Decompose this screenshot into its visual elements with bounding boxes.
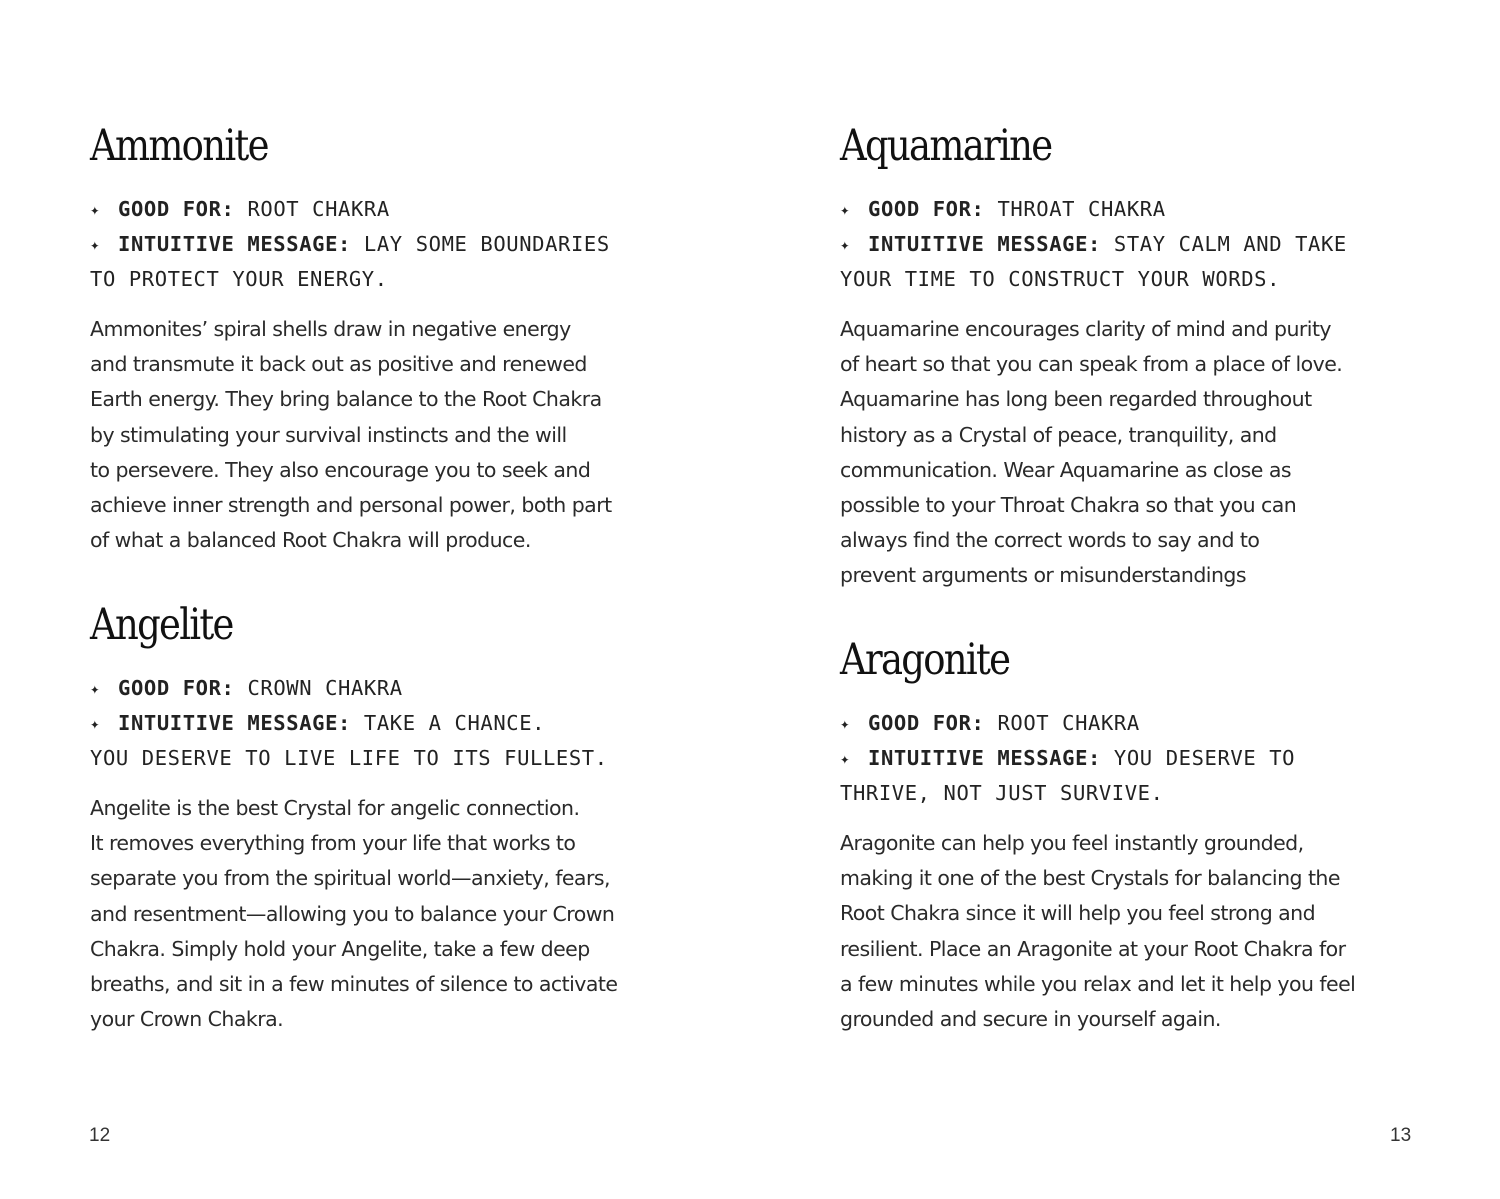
page-number: 12 (89, 1125, 111, 1146)
message-text: LAY SOME BOUNDARIES (363, 232, 610, 256)
good-for-value: THROAT CHAKRA (997, 197, 1166, 221)
description-line: separate you from the spiritual world—anxiety, fears, (90, 866, 610, 891)
description-line: Aquamarine encourages clarity of mind and purity (840, 317, 1332, 341)
sparkle-icon: ✦ (90, 235, 101, 254)
description-line: Aquamarine has long been regarded throughout (840, 387, 1312, 412)
message-text-continued: TO PROTECT YOUR ENERGY. (90, 267, 388, 291)
description-line: always find the correct words to say and to (840, 528, 1260, 553)
description-line: communication. Wear Aquamarine as close as (840, 457, 1291, 482)
entry-title: Aquamarine (840, 121, 1052, 171)
description-line: It removes everything from your life that works to (90, 831, 576, 856)
message-text-continued: YOUR TIME TO CONSTRUCT YOUR WORDS. (840, 267, 1281, 291)
good-for-label: GOOD FOR: (118, 197, 235, 221)
entry-description (840, 312, 1440, 594)
description-line: to persevere. They also encourage you to seek and (90, 457, 591, 482)
message-label: INTUITIVE MESSAGE: (868, 746, 1101, 770)
good-for-label: GOOD FOR: (868, 197, 985, 221)
message-text-continued: YOU DESERVE TO LIVE LIFE TO ITS FULLEST. (90, 746, 608, 770)
entry-title: Ammonite (90, 121, 268, 171)
message-line (840, 227, 1440, 262)
good-for-line (90, 671, 690, 706)
description-line: Root Chakra since it will help you feel strong and (840, 901, 1316, 926)
entry-ammonite (90, 120, 690, 558)
sparkle-icon: ✦ (840, 235, 851, 254)
entry-aquamarine (840, 120, 1440, 594)
description-line: by stimulating your survival instincts and the will (90, 422, 567, 447)
good-for-value: CROWN CHAKRA (247, 676, 403, 700)
sparkle-icon: ✦ (840, 200, 851, 219)
message-line (90, 706, 690, 741)
message-text-continued: THRIVE, NOT JUST SURVIVE. (840, 781, 1164, 805)
entry-description (840, 826, 1440, 1037)
page-number: 13 (1390, 1125, 1412, 1146)
message-text: TAKE A CHANCE. (363, 711, 546, 735)
description-line: of heart so that you can speak from a place of love. (840, 352, 1343, 377)
good-for-line (90, 192, 690, 227)
entry-aragonite (840, 634, 1440, 1037)
message-text: YOU DESERVE TO (1113, 746, 1296, 770)
right-page (750, 0, 1500, 1199)
sparkle-icon: ✦ (90, 200, 101, 219)
entry-title: Aragonite (840, 635, 1010, 685)
message-line (90, 227, 690, 262)
message-label: INTUITIVE MESSAGE: (118, 711, 351, 735)
description-line: and transmute it back out as positive and renewed (90, 352, 587, 377)
sparkle-icon: ✦ (840, 714, 851, 733)
good-for-label: GOOD FOR: (118, 676, 235, 700)
sparkle-icon: ✦ (90, 714, 101, 733)
description-line: Ammonites’ spiral shells draw in negative energy (90, 317, 571, 341)
message-text: STAY CALM AND TAKE (1113, 232, 1347, 256)
good-for-line (840, 706, 1440, 741)
entry-angelite (90, 599, 690, 1037)
good-for-value: ROOT CHAKRA (997, 711, 1140, 735)
description-line: prevent arguments or misunderstandings (840, 563, 1246, 588)
description-line: achieve inner strength and personal power, both part (90, 493, 612, 518)
sparkle-icon: ✦ (840, 749, 851, 768)
description-line: possible to your Throat Chakra so that you can (840, 493, 1297, 518)
entry-meta (90, 671, 690, 776)
description-line: making it one of the best Crystals for balancing the (840, 866, 1340, 891)
good-for-line (840, 192, 1440, 227)
description-line: resilient. Place an Aragonite at your Root Chakra for (840, 936, 1346, 961)
message-line (840, 741, 1440, 776)
description-line: of what a balanced Root Chakra will produce. (90, 528, 531, 553)
description-line: Earth energy. They bring balance to the Root Chakra (90, 387, 602, 412)
message-label: INTUITIVE MESSAGE: (118, 232, 351, 256)
description-line: grounded and secure in yourself again. (840, 1007, 1221, 1032)
description-line: Aragonite can help you feel instantly grounded, (840, 831, 1304, 855)
description-line: breaths, and sit in a few minutes of silence to activate (90, 972, 618, 997)
sparkle-icon: ✦ (90, 679, 101, 698)
entry-description (90, 312, 690, 558)
message-label: INTUITIVE MESSAGE: (868, 232, 1101, 256)
good-for-value: ROOT CHAKRA (247, 197, 390, 221)
description-line: your Crown Chakra. (90, 1007, 284, 1032)
entry-meta (840, 192, 1440, 297)
description-line: history as a Crystal of peace, tranquility, and (840, 422, 1277, 447)
entry-description (90, 791, 690, 1037)
description-line: and resentment—allowing you to balance your Crown (90, 901, 615, 926)
good-for-label: GOOD FOR: (868, 711, 985, 735)
description-line: a few minutes while you relax and let it help you feel (840, 971, 1356, 996)
entry-meta (90, 192, 690, 297)
description-line: Chakra. Simply hold your Angelite, take a few deep (90, 936, 590, 961)
description-line: Angelite is the best Crystal for angelic connection. (90, 796, 580, 820)
entry-meta (840, 706, 1440, 811)
entry-title: Angelite (90, 600, 233, 650)
